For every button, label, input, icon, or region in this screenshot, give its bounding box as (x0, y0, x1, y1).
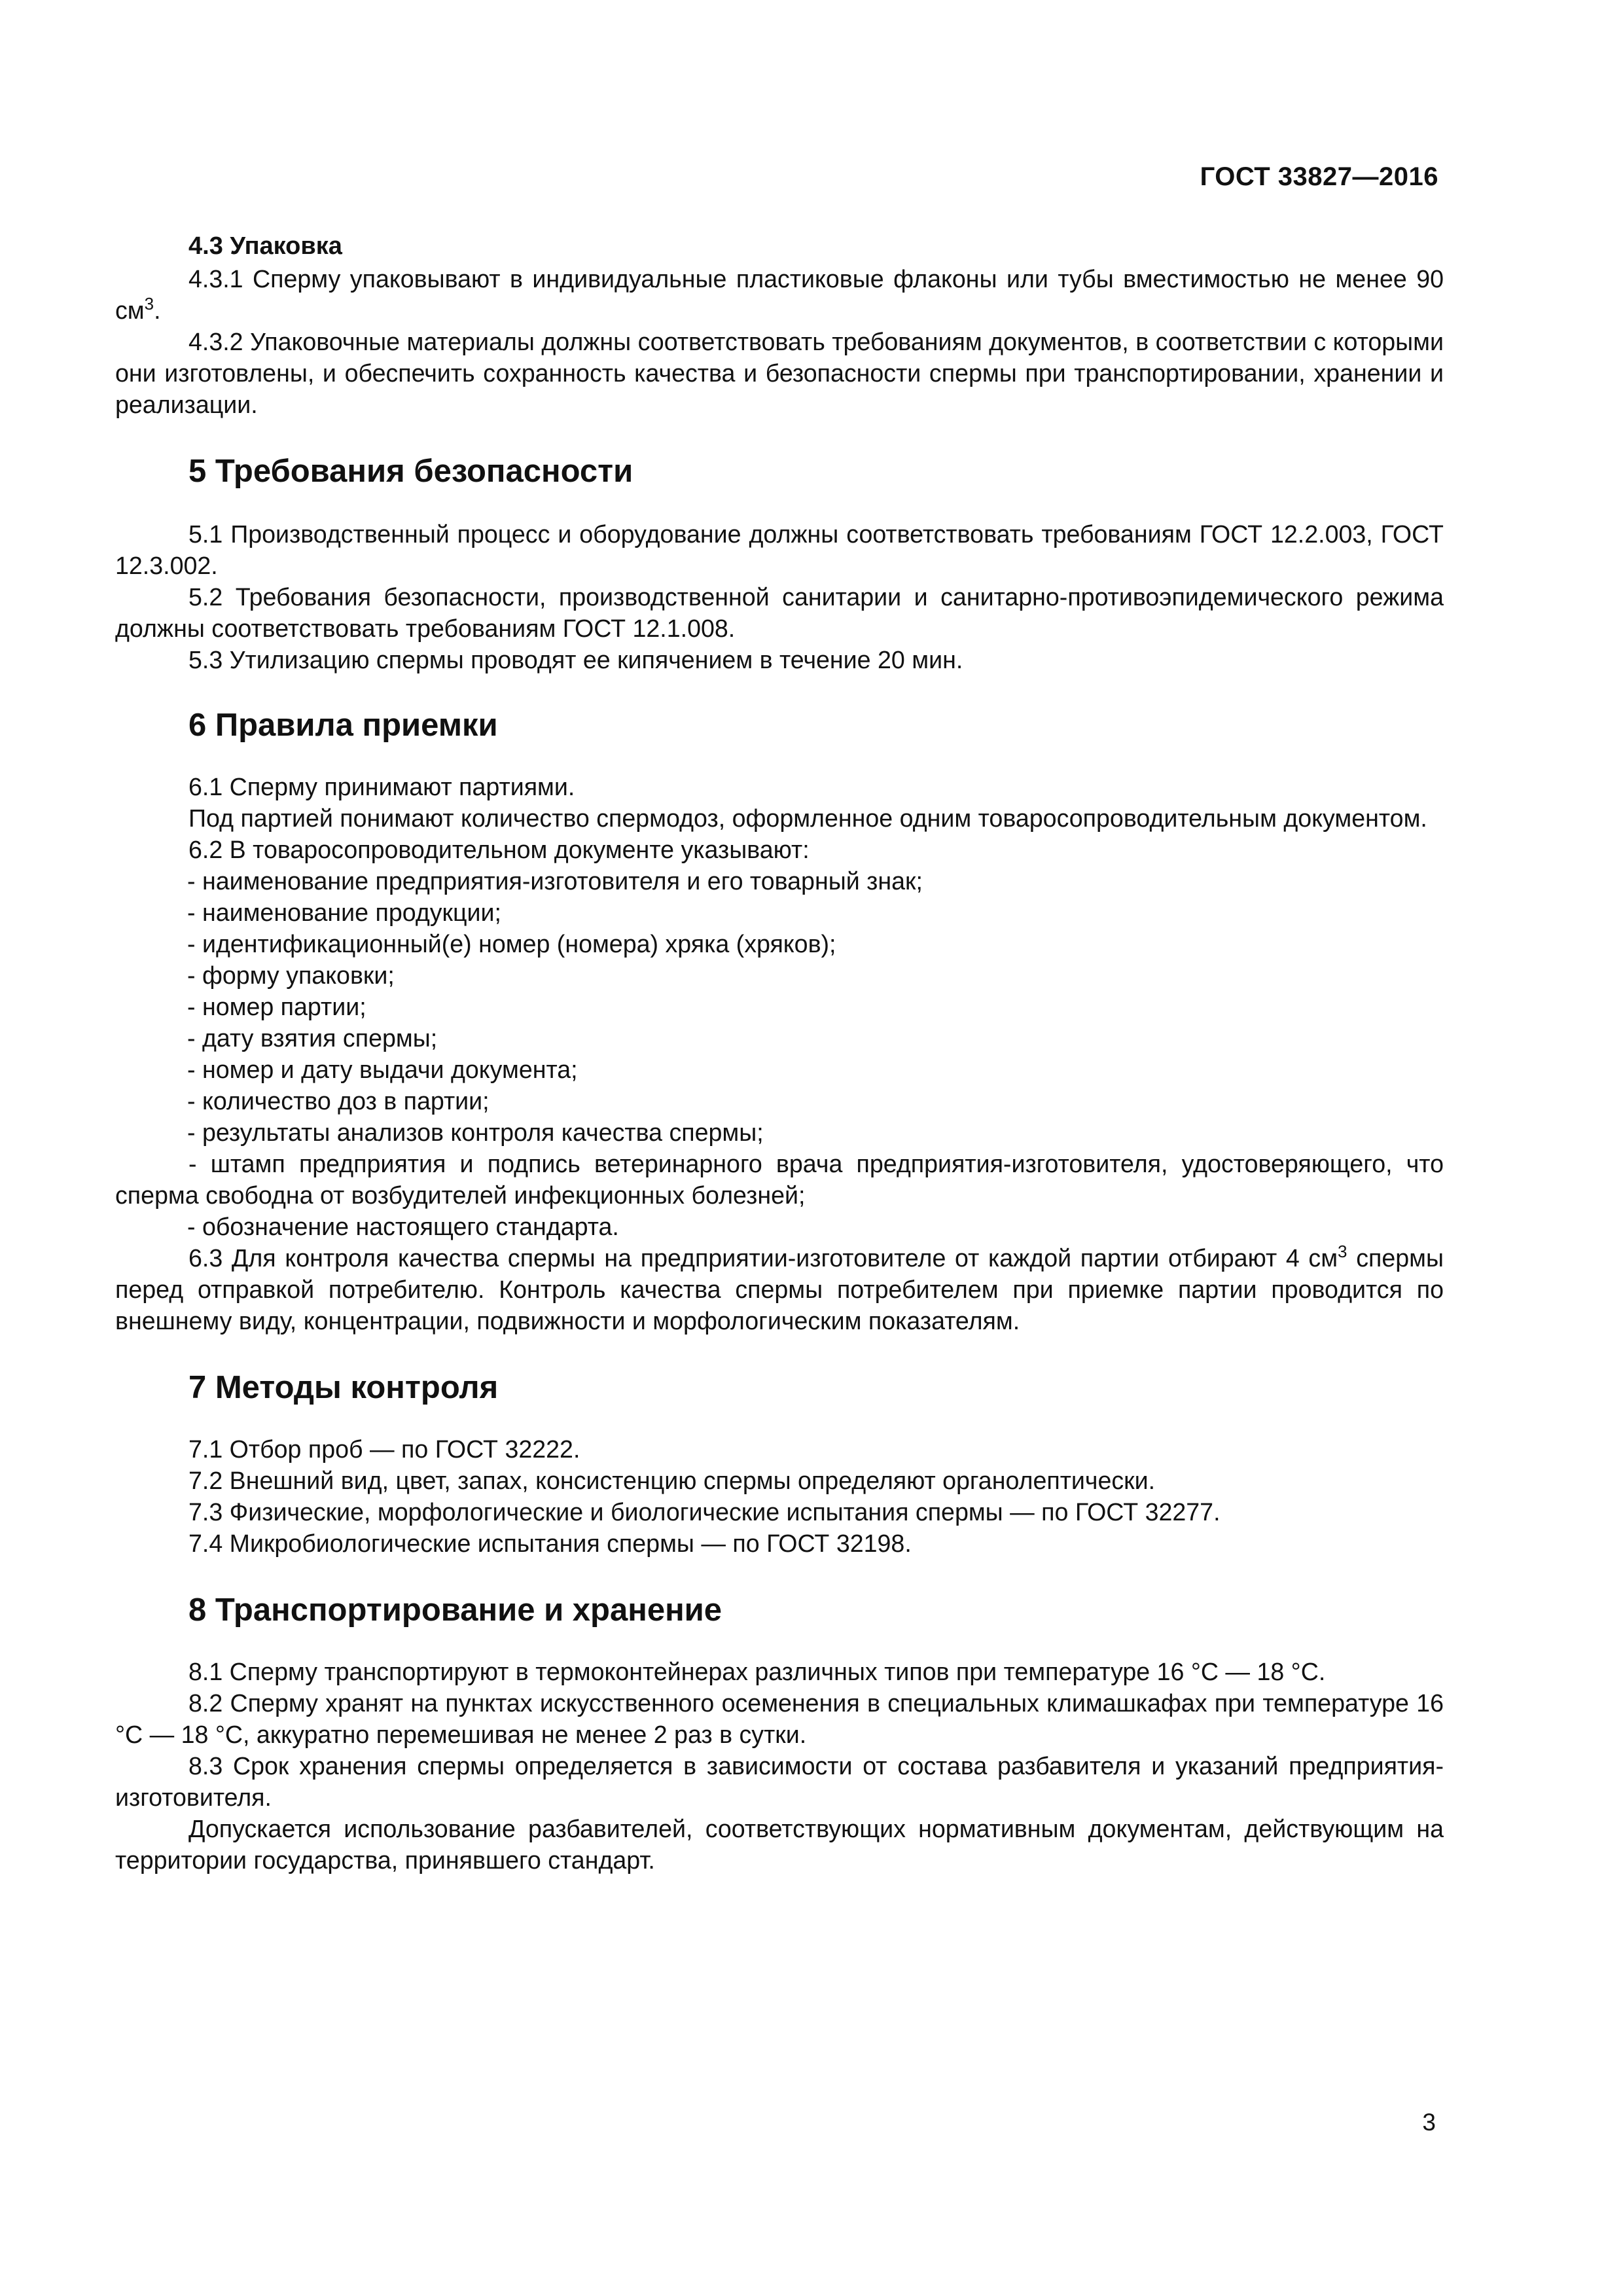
paragraph-6-1-note: Под партией понимают количество спермодоз, оформленное одним товаросопроводительным документом. (188, 804, 1427, 832)
paragraph-6-1: 6.1 Сперму принимают партиями. (188, 773, 575, 800)
list-item: - форму упаковки; (187, 961, 395, 989)
paragraph-7-4: 7.4 Микробиологические испытания спермы — по ГОСТ 32198. (188, 1530, 912, 1557)
paragraph-7-2: 7.2 Внешний вид, цвет, запах, консистенцию спермы определяют органолептически. (188, 1467, 1156, 1494)
list-item: - результаты анализов контроля качества спермы; (187, 1119, 764, 1146)
paragraph-6-2: 6.2 В товаросопроводительном документе указывают: (188, 836, 810, 863)
section-heading-7: 7 Методы контроля (188, 1370, 499, 1405)
paragraph-8-3: 8.3 Срок хранения спермы определяется в зависимости от состава разбавителя и указаний предприятия-изготовителя. (115, 1752, 1444, 1811)
document-body (115, 230, 1444, 1876)
standard-code: ГОСТ 33827—2016 (1200, 162, 1438, 191)
list-item: - идентификационный(е) номер (номера) хряка (хряков); (187, 930, 836, 958)
list-item: - штамп предприятия и подпись ветеринарного врача предприятия-изготовителя, удостоверяющего, что сперма свободна от возбудителей инфекционных болезней; (115, 1150, 1444, 1209)
paragraph-7-3: 7.3 Физические, морфологические и биологические испытания спермы — по ГОСТ 32277. (188, 1498, 1221, 1526)
list-item: - дату взятия спермы; (187, 1024, 438, 1052)
paragraph-5-2: 5.2 Требования безопасности, производственной санитарии и санитарно-противоэпидемического режима должны соответствовать требованиям ГОСТ 12.1.008. (115, 583, 1444, 642)
page-number: 3 (1422, 2109, 1436, 2136)
list-item: - наименование предприятия-изготовителя и его товарный знак; (187, 867, 923, 895)
paragraph-6-3: 6.3 Для контроля качества спермы на предприятии-изготовителе от каждой партии отбирают 4 $см^3$ спермы перед отправкой потребителю. Контроль качества спермы потребителем при приемке партии проводится по внешнему виду, концентрации, подвижности и морфологическим показателям. (115, 1242, 1444, 1335)
list-item: - наименование продукции; (187, 899, 501, 926)
superscript: 3 (144, 294, 154, 314)
section-heading-5: 5 Требования безопасности (188, 454, 633, 489)
paragraph-8-3-note: Допускается использование разбавителей, соответствующих нормативным документам, действующим на территории государства, принявшего стандарт. (115, 1815, 1444, 1874)
paragraph-5-1: 5.1 Производственный процесс и оборудование должны соответствовать требованиям ГОСТ 12.2.003, ГОСТ 12.3.002. (115, 520, 1444, 579)
paragraph-4-3-2: 4.3.2 Упаковочные материалы должны соответствовать требованиям документов, в соответствии с которыми они изготовлены, и обеспечить сохранность качества и безопасности спермы при транспортировании, хранении и реализации. (115, 328, 1444, 418)
paragraph-8-1: 8.1 Сперму транспортируют в термоконтейнерах различных типов при температуре 16 °C — 18 °C. (188, 1658, 1326, 1685)
section-heading-6: 6 Правила приемки (188, 708, 498, 743)
paragraph-8-2: 8.2 Сперму хранят на пунктах искусственного осеменения в специальных климашкафах при температуре 16 °C — 18 °C, аккуратно перемешивая не менее 2 раз в сутки. (115, 1689, 1444, 1748)
section-heading-8: 8 Транспортирование и хранение (188, 1592, 722, 1628)
paragraph-5-3: 5.3 Утилизацию спермы проводят ее кипячением в течение 20 мин. (188, 646, 963, 673)
paragraph-7-1: 7.1 Отбор проб — по ГОСТ 32222. (188, 1435, 580, 1463)
list-item: - количество доз в партии; (187, 1087, 490, 1115)
superscript: 3 (1338, 1242, 1347, 1261)
subsection-heading-4-3: 4.3 Упаковка (188, 232, 342, 260)
list-item: - номер и дату выдачи документа; (187, 1056, 578, 1083)
list-item: - номер партии; (187, 993, 366, 1020)
paragraph-4-3-1: 4.3.1 Сперму упаковывают в индивидуальные пластиковые флаконы или тубы вместимостью не менее 90 $см^3$. (115, 265, 1444, 324)
list-item: - обозначение настоящего стандарта. (187, 1213, 619, 1240)
